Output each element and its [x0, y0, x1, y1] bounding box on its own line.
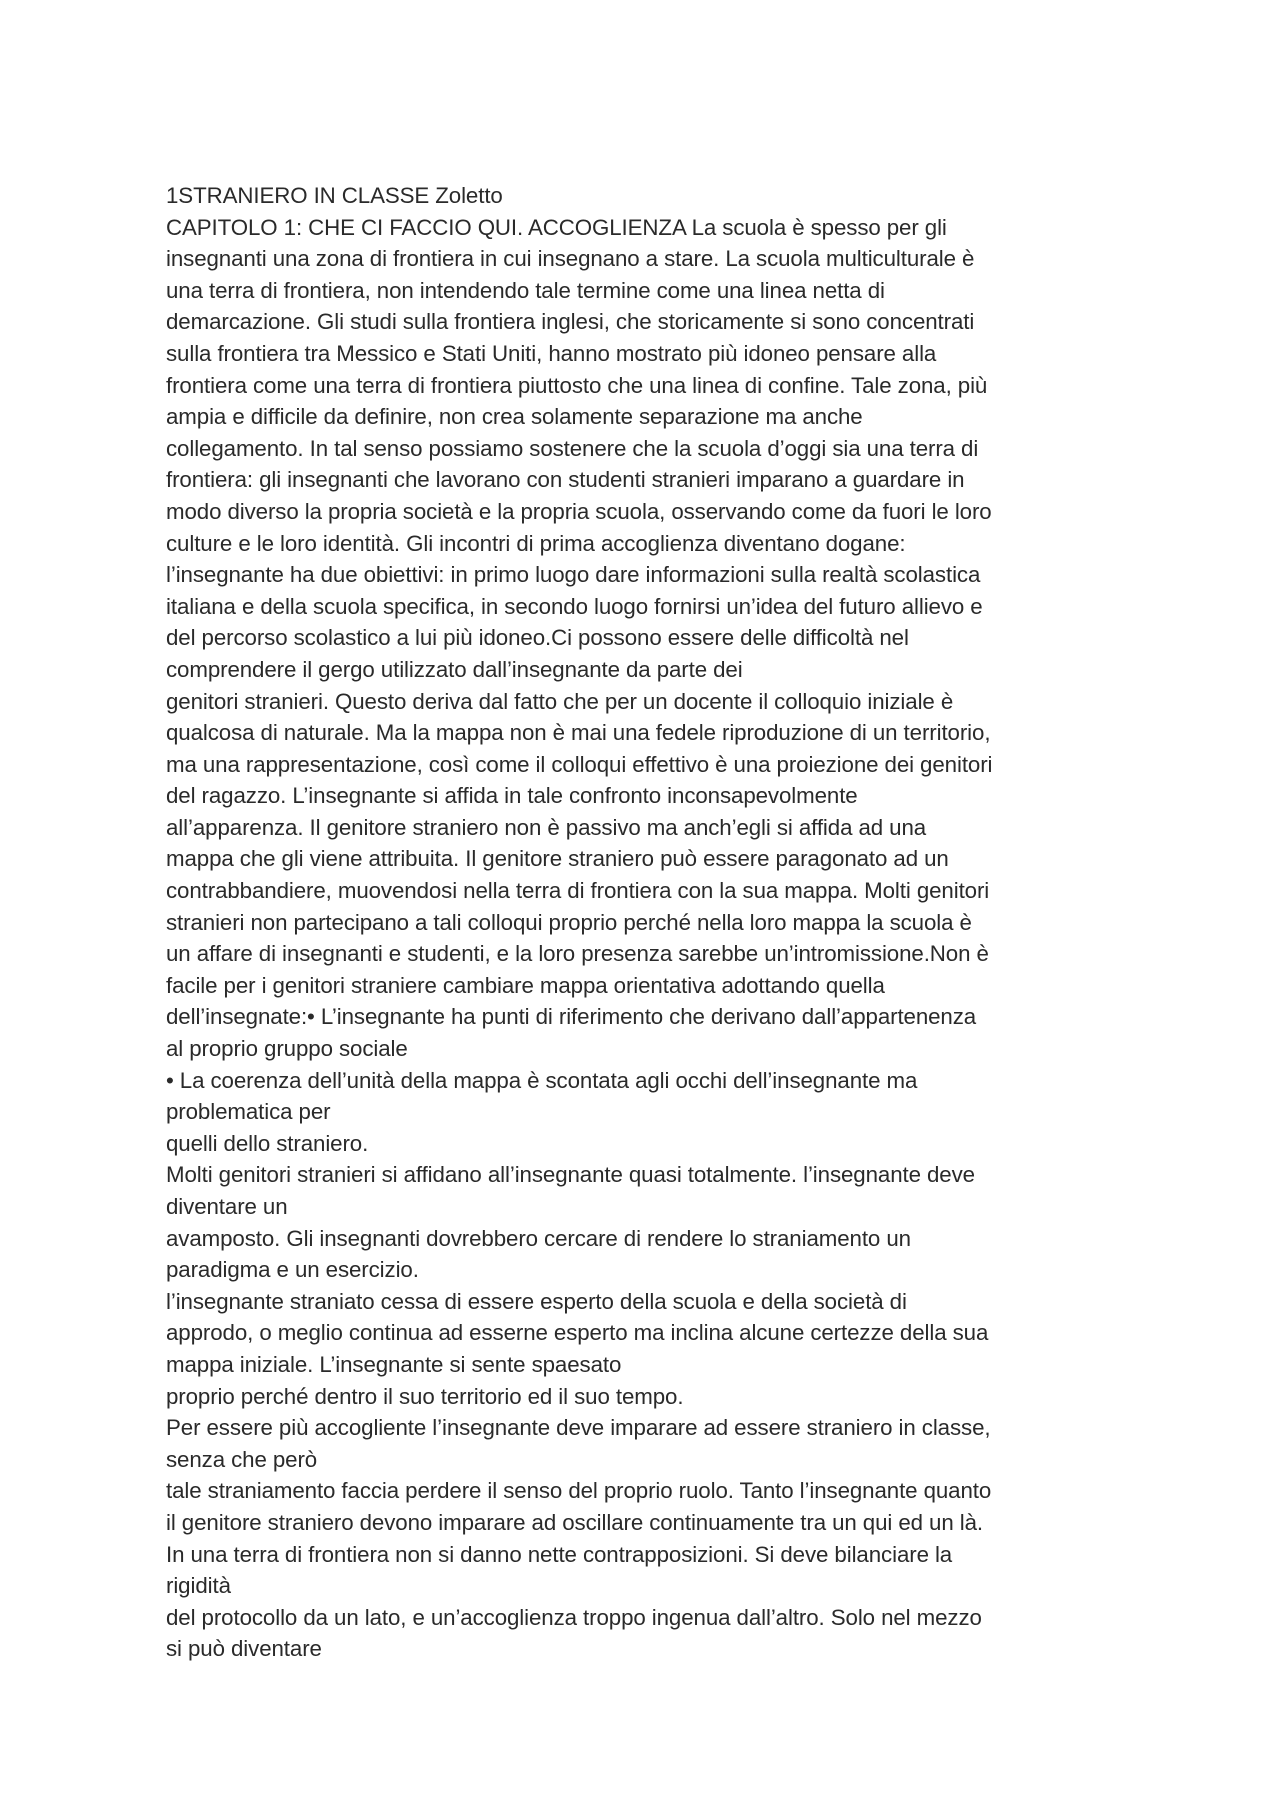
text-line: insegnanti una zona di frontiera in cui insegnano a stare. La scuola multiculturale è [166, 246, 975, 272]
text-line: l’insegnante straniato cessa di essere esperto della scuola e della società di [166, 1288, 907, 1314]
text-line: demarcazione. Gli studi sulla frontiera inglesi, che storicamente si sono concentrati [166, 309, 975, 335]
text-line: Per essere più accogliente l’insegnante deve imparare ad essere straniero in classe, [166, 1415, 991, 1441]
text-line: contrabbandiere, muovendosi nella terra di frontiera con la sua mappa. Molti genitori [166, 878, 990, 904]
text-line: genitori stranieri. Questo deriva dal fatto che per un docente il colloquio iniziale è [166, 688, 954, 714]
bullet-line: • La coerenza dell’unità della mappa è scontata agli occhi dell’insegnante ma [166, 1067, 918, 1093]
text-line: dell’insegnate:• L’insegnante ha punti di riferimento che derivano dall’appartenenza [166, 1004, 977, 1030]
text-line: del ragazzo. L’insegnante si affida in tale confronto inconsapevolmente [166, 783, 858, 809]
text-line: qualcosa di naturale. Ma la mappa non è mai una fedele riproduzione di un territorio, [166, 720, 991, 746]
text-line: comprendere il gergo utilizzato dall’insegnante da parte dei [166, 656, 743, 682]
text-line: al proprio gruppo sociale [166, 1036, 408, 1062]
text-line: avamposto. Gli insegnanti dovrebbero cercare di rendere lo straniamento un [166, 1225, 911, 1251]
text-line: ma una rappresentazione, così come il colloqui effettivo è una proiezione dei genitori [166, 751, 993, 777]
text-line: approdo, o meglio continua ad esserne esperto ma inclina alcune certezze della sua [166, 1320, 989, 1346]
text-line: tale straniamento faccia perdere il senso del proprio ruolo. Tanto l’insegnante quanto [166, 1478, 992, 1504]
text-line: del protocollo da un lato, e un’accoglienza troppo ingenua dall’altro. Solo nel mezzo [166, 1604, 982, 1630]
text-line: senza che però [166, 1446, 318, 1472]
text-line: mappa iniziale. L’insegnante si sente spaesato [166, 1351, 622, 1377]
text-line: facile per i genitori straniere cambiare mappa orientativa adottando quella [166, 972, 885, 998]
text-line: culture e le loro identità. Gli incontri di prima accoglienza diventano dogane: [166, 530, 906, 556]
text-line: quelli dello straniero. [166, 1130, 369, 1156]
text-line: del percorso scolastico a lui più idoneo.Ci possono essere delle difficoltà nel [166, 625, 909, 651]
text-line: stranieri non partecipano a tali colloqui proprio perché nella loro mappa la scuola è [166, 909, 972, 935]
text-line: Molti genitori stranieri si affidano all’insegnante quasi totalmente. l’insegnante deve [166, 1162, 975, 1188]
text-line: diventare un [166, 1194, 288, 1219]
text-line: In una terra di frontiera non si danno nette contrapposizioni. Si deve bilanciare la [166, 1541, 953, 1567]
text-line: mappa che gli viene attribuita. Il genitore straniero può essere paragonato ad un [166, 846, 949, 872]
text-line: l’insegnante ha due obiettivi: in primo luogo dare informazioni sulla realtà scolastica [166, 562, 981, 588]
text-line: si può diventare [166, 1636, 322, 1662]
text-line: una terra di frontiera, non intendendo tale termine come una linea netta di [166, 277, 885, 303]
text-line: ampia e difficile da definire, non crea solamente separazione ma anche [166, 404, 863, 430]
text-line: il genitore straniero devono imparare ad oscillare continuamente tra un qui ed un là. [166, 1509, 983, 1535]
text-line: collegamento. In tal senso possiamo sostenere che la scuola d’oggi sia una terra di [166, 435, 979, 461]
document-page [166, 180, 1166, 1665]
text-line: frontiera come una terra di frontiera piuttosto che una linea di confine. Tale zona, più [166, 372, 988, 398]
text-line: proprio perché dentro il suo territorio ed il suo tempo. [166, 1383, 684, 1409]
chapter-heading-line: CAPITOLO 1: CHE CI FACCIO QUI. ACCOGLIENZA La scuola è spesso per gli [166, 214, 947, 240]
text-line: italiana e della scuola specifica, in secondo luogo fornirsi un’idea del futuro allievo e [166, 593, 983, 619]
document-title-line: 1STRANIERO IN CLASSE Zoletto [166, 183, 503, 208]
text-line: frontiera: gli insegnanti che lavorano con studenti stranieri imparano a guardare in [166, 467, 965, 493]
text-line: problematica per [166, 1099, 331, 1125]
text-line: modo diverso la propria società e la propria scuola, osservando come da fuori le loro [166, 498, 992, 524]
text-line: sulla frontiera tra Messico e Stati Uniti, hanno mostrato più idoneo pensare alla [166, 340, 937, 366]
text-line: rigidità [166, 1573, 231, 1599]
text-line: paradigma e un esercizio. [166, 1257, 419, 1283]
text-line: un affare di insegnanti e studenti, e la loro presenza sarebbe un’intromissione.Non è [166, 941, 989, 967]
text-line: all’apparenza. Il genitore straniero non è passivo ma anch’egli si affida ad una [166, 814, 927, 840]
